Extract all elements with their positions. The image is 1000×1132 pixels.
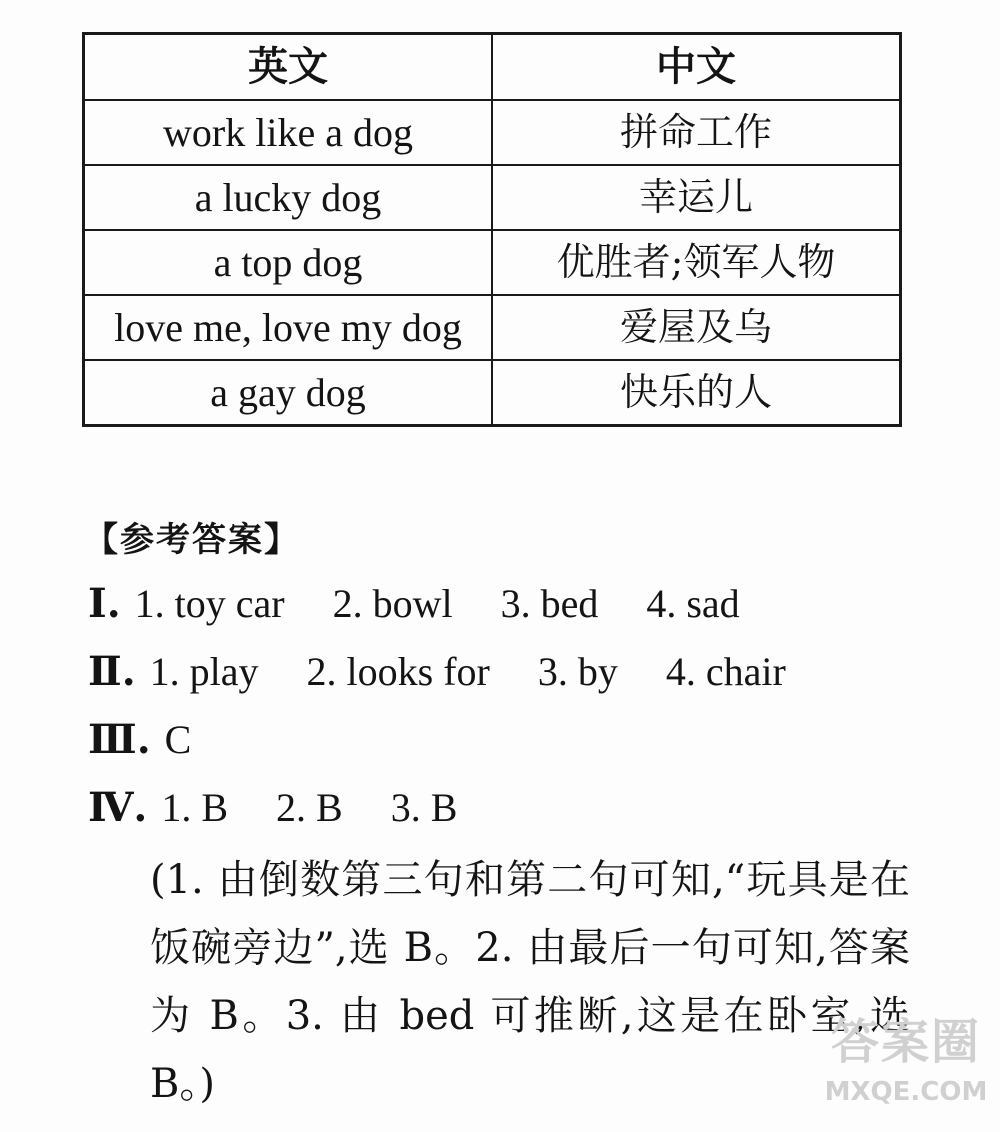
answer-item: 2. B <box>276 785 343 830</box>
answer-item: 2. bowl <box>332 581 453 626</box>
answer-line-4 <box>88 784 457 831</box>
answer-line-1 <box>88 580 740 627</box>
english-phrase: work like a dog <box>84 100 493 165</box>
answer-item: 4. chair <box>665 649 786 694</box>
table-row <box>84 360 901 426</box>
section-numeral: Ⅱ. <box>88 648 136 695</box>
answer-item: 3. by <box>537 649 618 694</box>
table-header-row <box>84 34 901 101</box>
answer-item: 3. B <box>390 785 458 830</box>
answers-title: 【参考答案】 <box>84 520 300 560</box>
answer-line-3 <box>88 716 191 763</box>
answer-item: 1. toy car <box>134 581 285 626</box>
table-row <box>84 100 901 165</box>
section-numeral: Ⅰ. <box>88 580 121 627</box>
answer-item: 3. bed <box>500 581 599 626</box>
answer-item: 1. B <box>161 785 229 830</box>
section-numeral: Ⅳ. <box>88 784 148 831</box>
english-phrase: a gay dog <box>84 360 493 426</box>
chinese-meaning: 优胜者;领军人物 <box>492 230 901 295</box>
answer-explanation: (1. 由倒数第三句和第二句可知,“玩具是在饭碗旁边”,选 B。2. 由最后一句可知,答案为 B。3. 由 bed 可推断,这是在卧室,选 B。) <box>150 857 910 1107</box>
answer-item: 1. play <box>149 649 259 694</box>
english-phrase: love me, love my dog <box>84 295 493 360</box>
table-row <box>84 230 901 295</box>
answer-item: 2. looks for <box>306 649 490 694</box>
english-phrase: a top dog <box>84 230 493 295</box>
english-phrase: a lucky dog <box>84 165 493 230</box>
chinese-meaning: 幸运儿 <box>492 165 901 230</box>
chinese-meaning: 拼命工作 <box>492 100 901 165</box>
header-english: 英文 <box>84 34 493 101</box>
answer-item: 4. sad <box>646 581 740 626</box>
section-numeral: Ⅲ. <box>88 716 151 763</box>
chinese-meaning: 爱屋及乌 <box>492 295 901 360</box>
table-row <box>84 295 901 360</box>
vocab-table <box>82 32 902 427</box>
answer-item: C <box>164 717 192 762</box>
watermark-cn: 答案圈 <box>830 1014 981 1070</box>
chinese-meaning: 快乐的人 <box>492 360 901 426</box>
answer-line-2 <box>88 648 786 695</box>
header-chinese: 中文 <box>492 34 901 101</box>
watermark-en: MXQE.COM <box>824 1077 988 1107</box>
table-row <box>84 165 901 230</box>
watermark-logo <box>818 1010 994 1126</box>
